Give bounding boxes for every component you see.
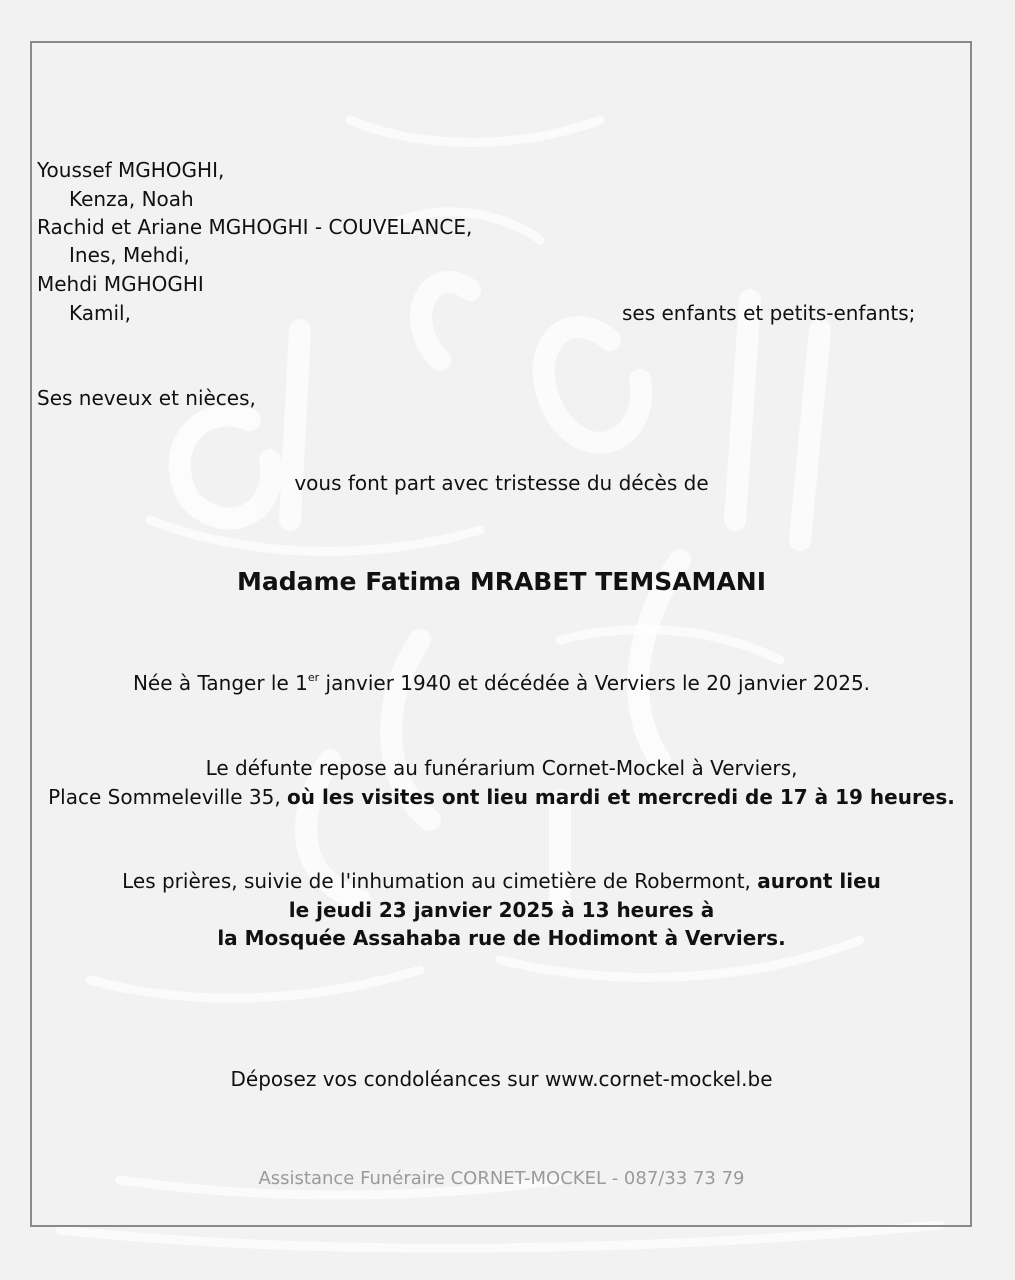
family-line-5: Mehdi MGHOGHI	[37, 272, 204, 296]
prayer-line-2: le jeudi 23 janvier 2025 à 13 heures à	[288, 898, 715, 922]
nephews-line: Ses neveux et nièces,	[37, 386, 256, 410]
family-line-6: Kamil,	[69, 301, 131, 325]
footer-contact: Assistance Funéraire CORNET-MOCKEL - 087/33 73 79	[258, 1168, 745, 1189]
condolences-line: Déposez vos condoléances sur www.cornet-mockel.be	[230, 1067, 773, 1091]
prayer-intro: Les prières, suivie de l'inhumation au cimetière de Robermont,	[122, 869, 758, 893]
family-line-2: Kenza, Noah	[69, 187, 194, 211]
prayer-intro-bold: auront lieu	[757, 869, 881, 893]
prayer-line-3: la Mosquée Assahaba rue de Hodimont à Verviers.	[217, 926, 786, 950]
family-line-1: Youssef MGHOGHI,	[37, 158, 225, 182]
family-line-4: Ines, Mehdi,	[69, 243, 190, 267]
birth-death-line	[0, 671, 1003, 695]
visit-hours: où les visites ont lieu mardi et mercredi de 17 à 19 heures.	[287, 785, 955, 809]
rest-line-2	[0, 785, 1003, 809]
family-line-3: Rachid et Ariane MGHOGHI - COUVELANCE,	[37, 215, 473, 239]
birth-prefix: Née à Tanger le 1	[132, 671, 308, 695]
birth-sup: er	[307, 671, 320, 684]
rest-line-1: Le défunte repose au funérarium Cornet-Mockel à Verviers,	[205, 756, 798, 780]
deceased-name: Madame Fatima MRABET TEMSAMANI	[236, 567, 767, 596]
family-relation: ses enfants et petits-enfants;	[622, 301, 916, 325]
birth-suffix: janvier 1940 et décédée à Verviers le 20 janvier 2025.	[319, 671, 871, 695]
prayer-line-1	[0, 869, 1003, 893]
announcement: vous font part avec tristesse du décès de	[294, 471, 709, 495]
rest-address: Place Sommeleville 35,	[48, 785, 288, 809]
